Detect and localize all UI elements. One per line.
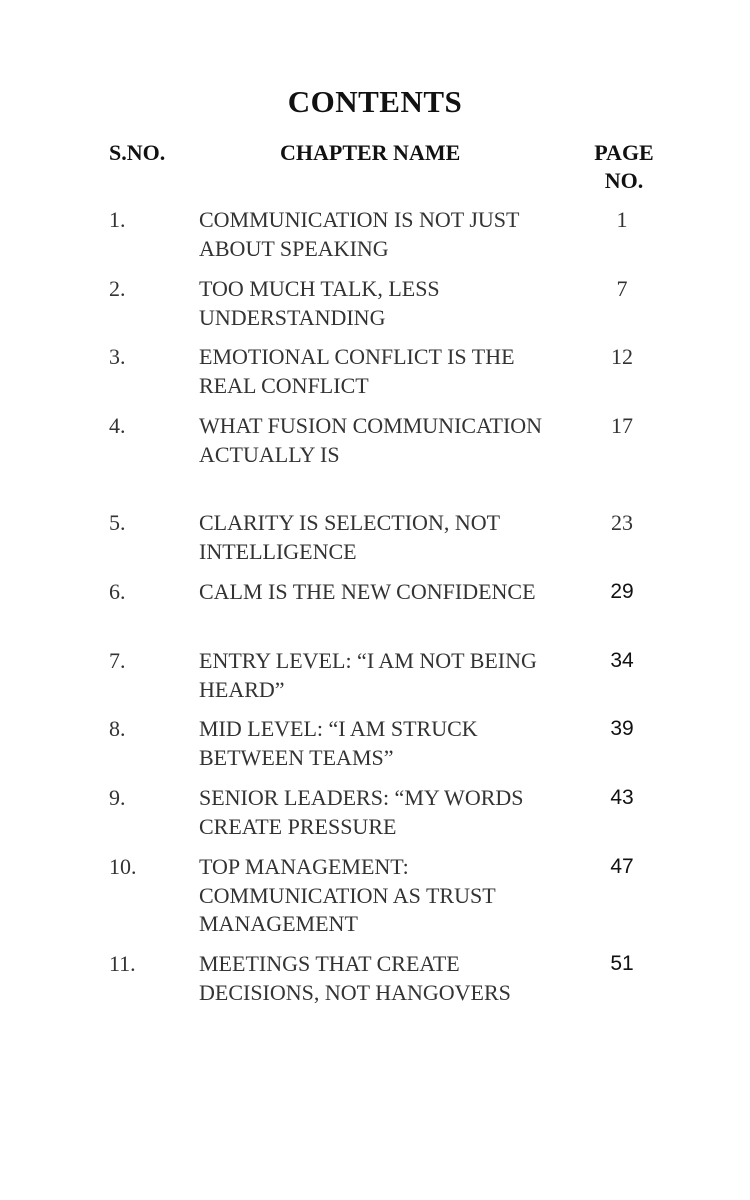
page-header-line-1: PAGE [594, 140, 654, 165]
chapter-page-number: 51 [610, 952, 634, 975]
chapter-title: EMOTIONAL CONFLICT IS THE REAL CONFLICT [199, 344, 515, 398]
chapter-number: 1. [109, 207, 126, 232]
chapter-page-number: 7 [616, 276, 628, 301]
chapter-number: 4. [109, 413, 126, 438]
page-header-line-2: NO. [604, 168, 644, 193]
chapter-number: 6. [109, 579, 126, 604]
chapter-number: 3. [109, 344, 126, 369]
chapter-title: MEETINGS THAT CREATE DECISIONS, NOT HANGOVERS [199, 951, 511, 1005]
chapter-page-number: 34 [610, 649, 634, 672]
chapter-page-number: 43 [610, 786, 634, 809]
chapter-page-number: 39 [610, 717, 634, 740]
page-title: CONTENTS [287, 84, 463, 119]
chapter-number: 8. [109, 716, 126, 741]
chapter-title: TOP MANAGEMENT: COMMUNICATION AS TRUST MANAGEMENT [199, 854, 496, 936]
chapter-page-number: 47 [610, 855, 634, 878]
chapter-page-number: 1 [616, 207, 628, 232]
chapter-name-column-header: CHAPTER NAME [280, 140, 461, 165]
chapter-number: 5. [109, 510, 126, 535]
chapter-page-number: 29 [610, 580, 634, 603]
chapter-number: 11. [109, 951, 136, 976]
chapter-title: TOO MUCH TALK, LESS UNDERSTANDING [199, 276, 440, 330]
chapter-title: CLARITY IS SELECTION, NOT INTELLIGENCE [199, 510, 500, 564]
chapter-number: 2. [109, 276, 126, 301]
chapter-page-number: 23 [611, 510, 633, 535]
chapter-title: MID LEVEL: “I AM STRUCK BETWEEN TEAMS” [199, 716, 478, 770]
chapter-page-number: 17 [611, 413, 633, 438]
chapter-title: COMMUNICATION IS NOT JUST ABOUT SPEAKING [199, 207, 520, 261]
chapter-page-number: 12 [611, 344, 633, 369]
chapter-number: 7. [109, 648, 126, 673]
chapter-title: ENTRY LEVEL: “I AM NOT BEING HEARD” [199, 648, 537, 702]
chapter-number: 10. [109, 854, 137, 879]
chapter-title: SENIOR LEADERS: “MY WORDS CREATE PRESSURE [199, 785, 524, 839]
sno-column-header: S.NO. [109, 140, 166, 165]
chapter-title: CALM IS THE NEW CONFIDENCE [199, 579, 536, 604]
chapter-number: 9. [109, 785, 126, 810]
page-number-column-header [585, 139, 663, 195]
chapter-title: WHAT FUSION COMMUNICATION ACTUALLY IS [199, 413, 543, 467]
